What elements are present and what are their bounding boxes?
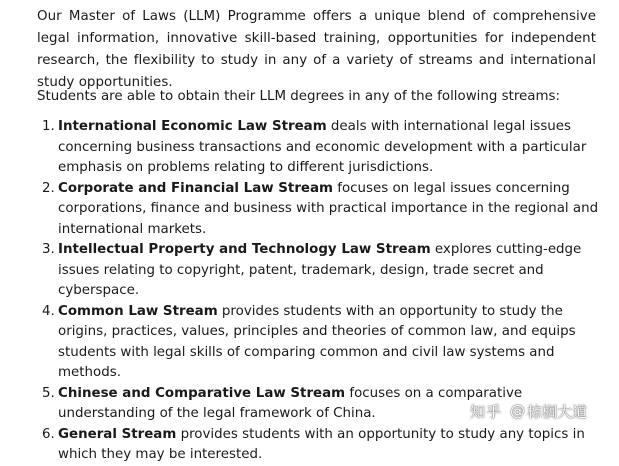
stream-item bbox=[37, 179, 599, 241]
stream-name: Corporate and Financial Law Stream bbox=[58, 180, 333, 196]
stream-number: 3. bbox=[42, 242, 55, 257]
stream-description: provides students with an opportunity to study any topics in which they may be interested. bbox=[58, 426, 585, 462]
stream-number: 4. bbox=[42, 303, 55, 319]
stream-name: Chinese and Comparative Law Stream bbox=[58, 385, 346, 401]
stream-description: focuses on a comparative understanding of the legal framework of China. bbox=[58, 385, 523, 421]
stream-description: focuses on legal issues concerning corporations, finance and business with practical importance in the regional and international markets. bbox=[58, 180, 599, 237]
stream-description: explores cutting-edge issues relating to copyright, patent, trademark, design, trade secret and cyberspace. bbox=[58, 242, 582, 298]
stream-item bbox=[37, 117, 599, 179]
stream-number: 1. bbox=[42, 119, 55, 134]
stream-name: Intellectual Property and Technology Law Stream bbox=[58, 242, 431, 257]
stream-item bbox=[37, 302, 599, 384]
stream-name: General Stream bbox=[58, 426, 177, 442]
stream-item bbox=[37, 240, 599, 302]
stream-number: 6. bbox=[42, 426, 55, 442]
watermark-platform: 知乎 bbox=[470, 402, 503, 421]
streams-lead-sentence: Students are able to obtain their LLM degrees in any of the following streams: bbox=[37, 89, 561, 104]
stream-description: provides students with an opportunity to study the origins, practices, values, principles and theories of common law, and equips students with legal skills of comparing common and civil law systems and methods. bbox=[58, 303, 576, 380]
stream-item bbox=[37, 425, 599, 466]
stream-name: International Economic Law Stream bbox=[58, 119, 327, 134]
watermark-author: 棕榈大道 bbox=[527, 402, 588, 421]
zhihu-watermark bbox=[470, 401, 587, 421]
watermark-at-sign: @ bbox=[510, 402, 526, 420]
stream-number: 2. bbox=[42, 180, 55, 196]
intro-paragraph: Our Master of Laws (LLM) Programme offers a unique blend of comprehensive legal information, innovative skill-based training, opportunities for independent research, the flexibility to study in any of a variety of streams and international study opportunities. bbox=[37, 9, 596, 90]
stream-number: 5. bbox=[42, 385, 55, 401]
stream-description: deals with international legal issues concerning business transactions and economic development with a particular emphasis on problems relating to different jurisdictions. bbox=[58, 119, 587, 175]
stream-name: Common Law Stream bbox=[58, 303, 218, 319]
